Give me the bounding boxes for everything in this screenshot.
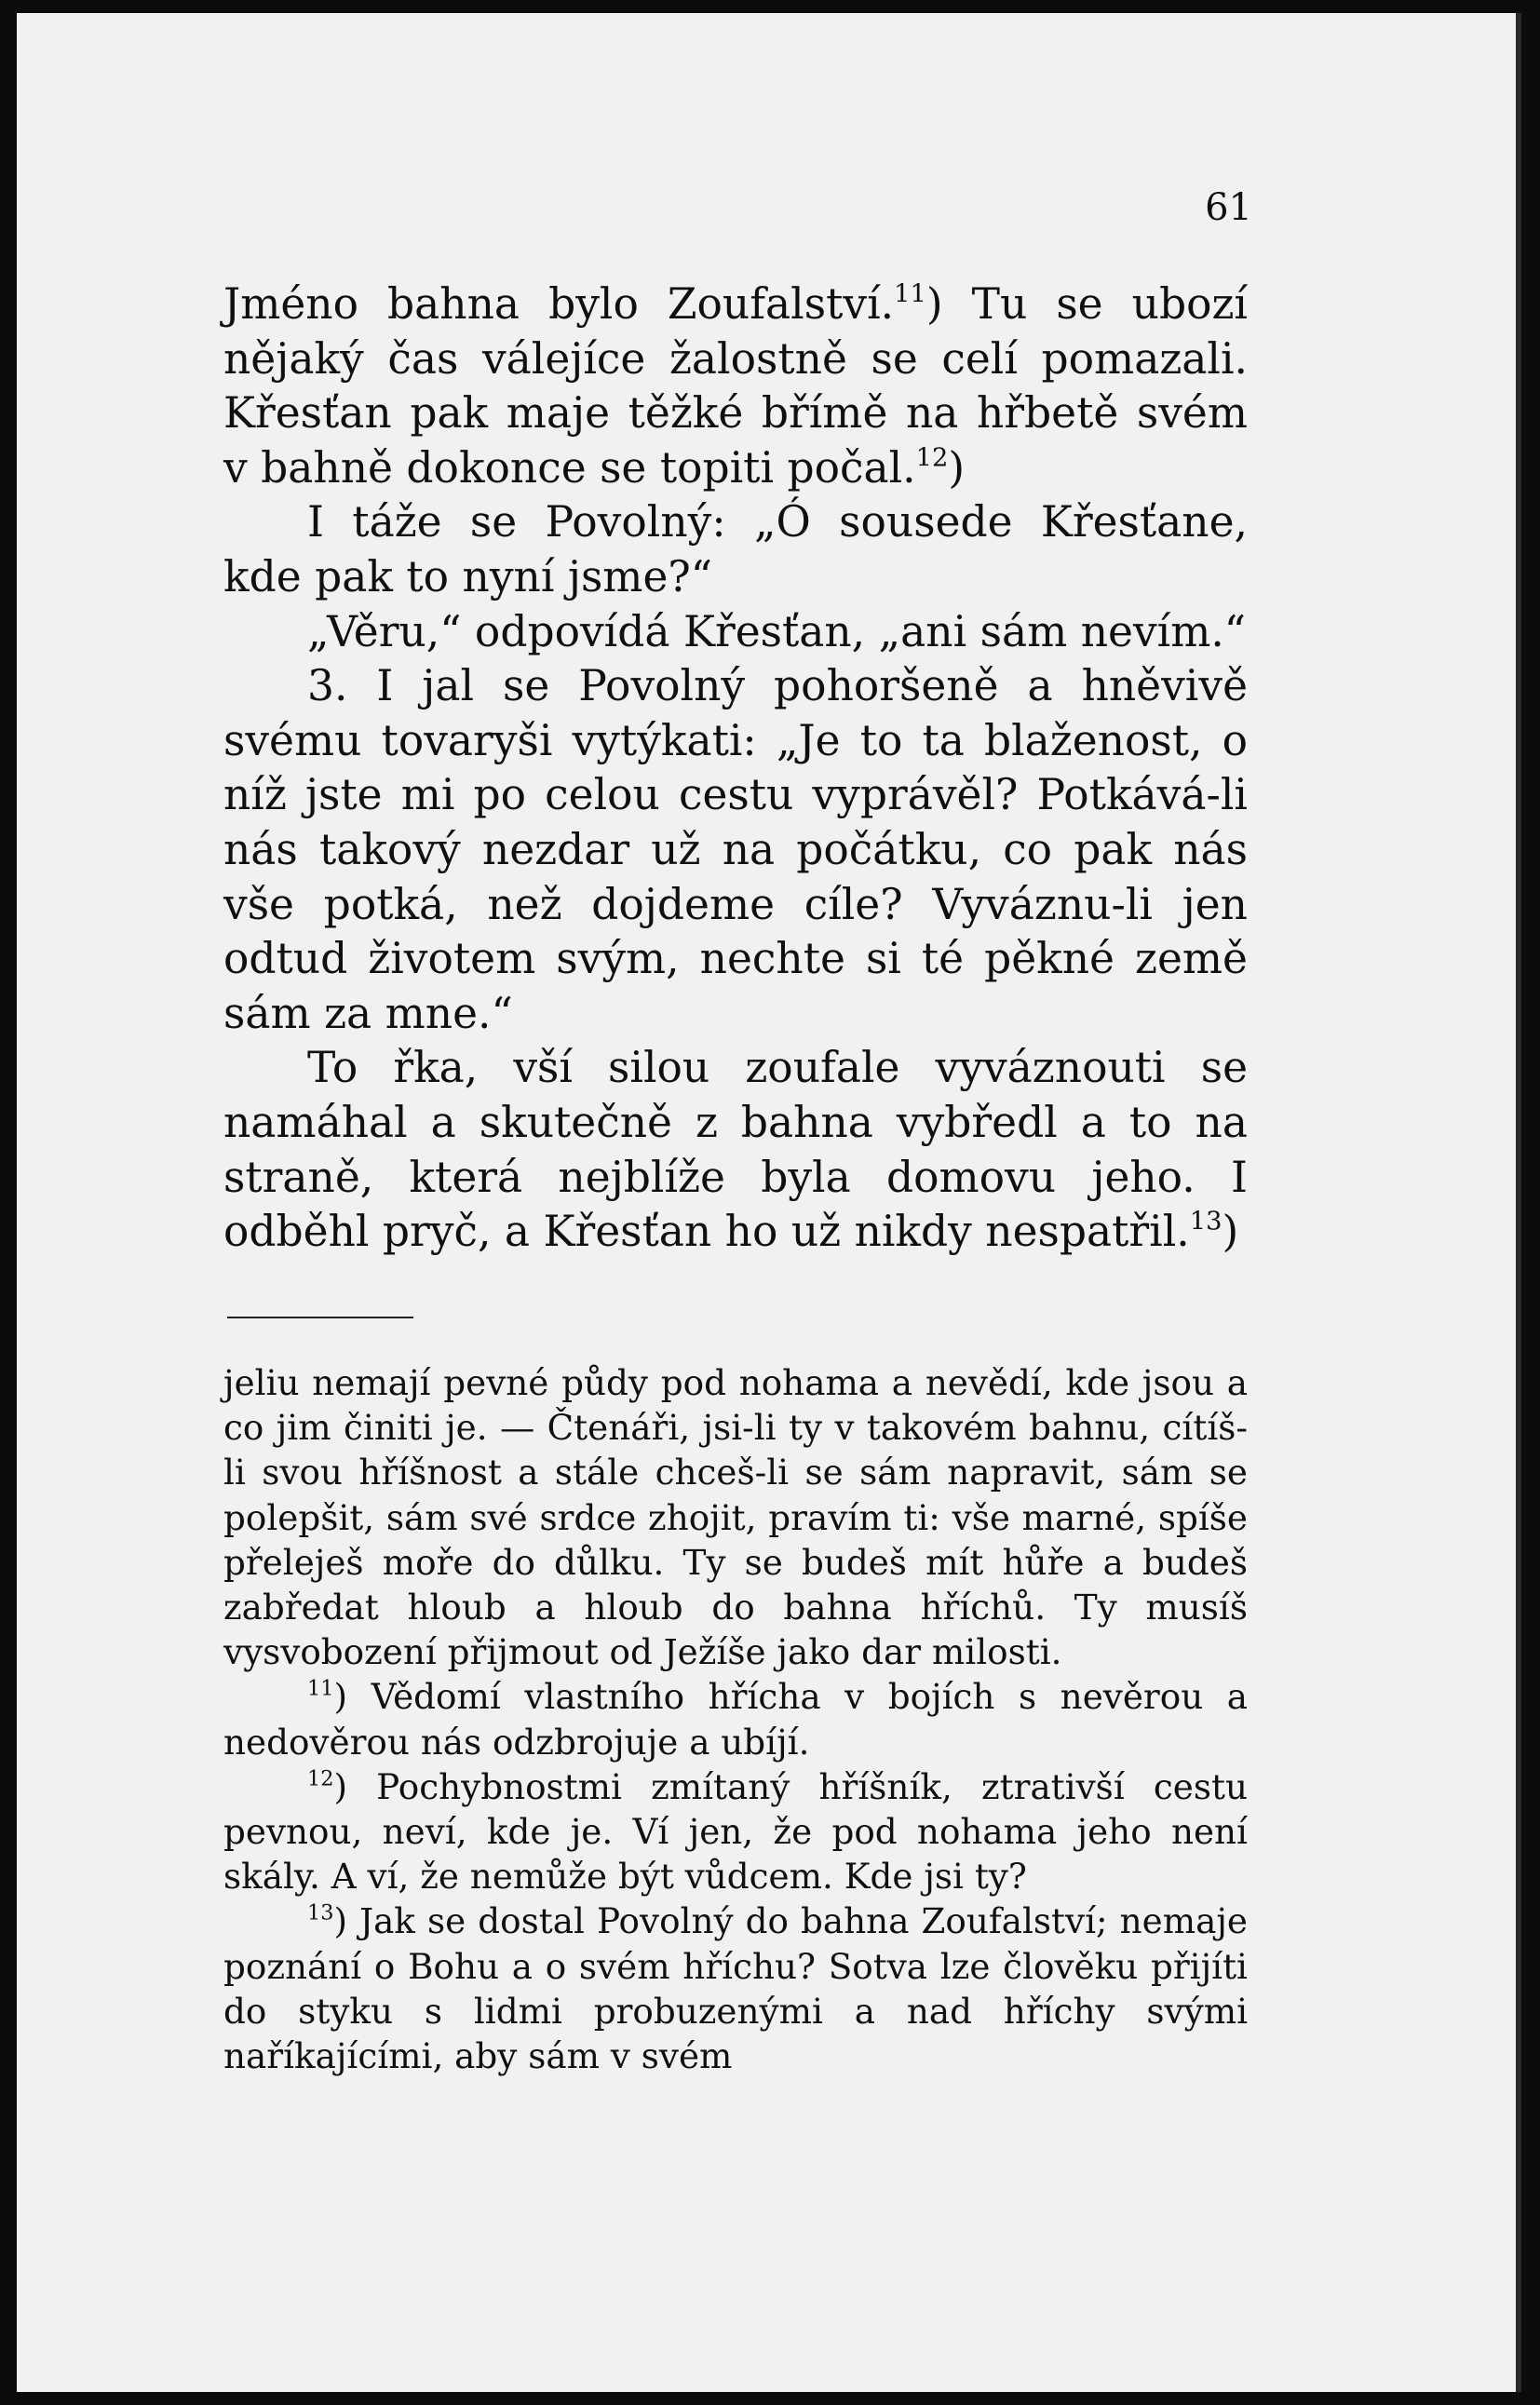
footnote-mark-11: 11	[307, 1676, 334, 1701]
footnote-13-text: ) Jak se dostal Povolný do bahna Zoufalství; nemaje poznání o Bohu a o svém hříchu? Sotva lze člověku přijíti do styku s lidmi probuzenými a nad hříchy svými naříkajícími, aby sám v svém	[223, 1900, 1248, 2077]
footnote-mark-13: 13	[307, 1900, 334, 1925]
footnote-11	[223, 1674, 1248, 1763]
paragraph-3: „Věru,“ odpovídá Křesťan, „ani sám nevím.“	[307, 606, 1247, 656]
main-text	[223, 277, 1248, 1260]
book-page	[17, 13, 1521, 2392]
paragraph-1	[223, 277, 1248, 495]
footnote-ref-13: 13	[1189, 1207, 1223, 1236]
footnote-ref-11: 11	[894, 279, 926, 309]
footnote-ref-12: 12	[915, 443, 949, 473]
paragraph-5-end: )	[1222, 1207, 1239, 1257]
paragraph-5-text: To řka, vší silou zoufale vyváznouti se namáhal a skutečně z bahna vybředl a to na straně, která nejblíže byla domovu jeho. I odběhl pryč, a Křesťan ho už nikdy nespatřil.	[223, 1043, 1248, 1257]
paragraph-1-cont: ) Tu se ubozí nějaký čas válejíce žalostně se celí pomazali. Křesťan pak maje těžké břímě na hřbetě svém v bahně dokonce se topiti počal.	[223, 279, 1248, 493]
footnotes	[223, 1360, 1248, 2078]
footnote-11-text: ) Vědomí vlastního hřícha v bojích s nevěrou a nedověrou nás odzbrojuje a ubíjí.	[223, 1676, 1248, 1763]
paragraph-5	[223, 1041, 1248, 1259]
paragraph-4: 3. I jal se Povolný pohoršeně a hněvivě svému tovaryši vytýkati: „Je to ta blaženost, o níž jste mi po celou cestu vyprávěl? Potkává-li nás takový nezdar už na počátku, co pak nás vše potká, než dojdeme cíle? Vyváznu-li jen odtud životem svým, nechte si té pěkné země sám za mne.“	[223, 661, 1248, 1038]
paragraph-1-end: )	[948, 442, 966, 493]
footnote-divider	[227, 1317, 413, 1318]
footnote-mark-12: 12	[307, 1766, 334, 1791]
paragraph-1-text: Jméno bahna bylo Zoufalství.	[223, 279, 895, 329]
footnote-13	[223, 1898, 1248, 2078]
page-number: 61	[1205, 186, 1252, 229]
footnote-continued: jeliu nemají pevné půdy pod nohama a nevědí, kde jsou a co jim činiti je. — Čtenáři, jsi-li ty v takovém bahnu, cítíš-li svou hříšnost a stále chceš-li se sám napravit, sám se polepšit, sám své srdce zhojit, pravím ti: vše marné, spíše přeleješ moře do důlku. Ty se budeš mít hůře a budeš zabředat hloub a hloub do bahna hříchů. Ty musíš vysvobození přijmout od Ježíše jako dar milosti.	[223, 1362, 1248, 1673]
footnote-12-text: ) Pochybnostmi zmítaný hříšník, ztrativší cestu pevnou, neví, kde je. Ví jen, že pod nohama jeho není skály. A ví, že nemůže být vůdcem. Kde jsi ty?	[223, 1765, 1248, 1898]
paragraph-2: I táže se Povolný: „Ó sousede Křesťane, kde pak to nyní jsme?“	[223, 497, 1248, 601]
footnote-12	[223, 1764, 1248, 1899]
page-edge-shadow	[1516, 13, 1521, 2392]
